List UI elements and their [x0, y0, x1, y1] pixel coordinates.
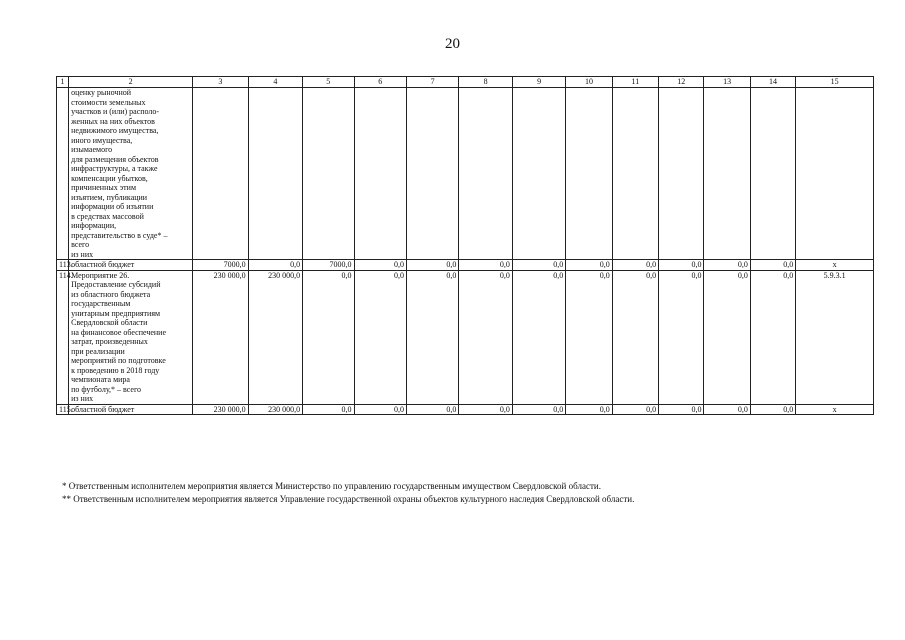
- table-row-budget: [57, 404, 874, 415]
- description-line: по футболу,* – всего: [71, 384, 142, 394]
- page-number: 20: [445, 36, 460, 52]
- description-line: при реализации: [71, 346, 125, 356]
- row-number: 115.: [57, 404, 69, 415]
- footnote-1: * Ответственным исполнителем мероприятия является Министерство по управлению государственным имуществом Свердловской области.: [62, 481, 601, 491]
- column-header-7: 7: [406, 77, 458, 88]
- value-cell-col-12: [659, 88, 704, 260]
- value-cell-col-11: 0,0: [612, 270, 658, 404]
- column-header-10: 10: [566, 77, 612, 88]
- column-header-6: 6: [354, 77, 406, 88]
- value-cell-col-7: 0,0: [406, 260, 458, 271]
- description-line: стоимости земельных: [71, 97, 146, 107]
- column-header-1: 1: [57, 77, 69, 88]
- column-header-5: 5: [303, 77, 354, 88]
- value-cell-col-5: 7000,0: [303, 260, 354, 271]
- value-cell-col-11: 0,0: [612, 404, 658, 415]
- description-line: к проведению в 2018 году: [71, 365, 160, 375]
- value-cell-col-6: 0,0: [354, 270, 406, 404]
- description-line: чемпионата мира: [71, 375, 130, 384]
- value-cell-col-12: 0,0: [659, 270, 704, 404]
- value-cell-col-8: 0,0: [459, 270, 512, 404]
- value-cell-col-12: 0,0: [659, 260, 704, 271]
- table-row: [57, 270, 874, 404]
- description-line: для размещения объектов: [71, 154, 159, 164]
- value-cell-col-4: [248, 88, 302, 260]
- description-line: изымаемого: [71, 145, 113, 154]
- description-line: участков и (или) располо-: [71, 107, 160, 116]
- value-cell-col-3: 230 000,0: [193, 270, 248, 404]
- description-line: иного имущества,: [71, 135, 133, 145]
- description-line: информации,: [71, 221, 117, 230]
- description-line: представительство в суде* –: [71, 230, 168, 240]
- description-line: информации об изъятии: [71, 202, 154, 211]
- value-cell-col-4: 0,0: [248, 260, 302, 271]
- table-body: [57, 88, 874, 415]
- value-cell-col-7: 0,0: [406, 270, 458, 404]
- value-cell-col-13: 0,0: [704, 270, 750, 404]
- column-header-3: 3: [193, 77, 248, 88]
- value-cell-col-6: 0,0: [354, 260, 406, 271]
- value-cell-col-14: 0,0: [750, 404, 795, 415]
- column-header-11: 11: [612, 77, 658, 88]
- description-line: Свердловской области: [71, 318, 148, 327]
- value-cell-col-7: 0,0: [406, 404, 458, 415]
- value-cell-col-11: [612, 88, 658, 260]
- row-number: 113.: [57, 260, 69, 271]
- description-line: всего: [71, 240, 90, 249]
- value-cell-col-6: [354, 88, 406, 260]
- column-header-14: 14: [750, 77, 795, 88]
- description-line: инфраструктуры, а также: [71, 164, 158, 173]
- description-line: изъятием, публикации: [71, 192, 148, 202]
- description-line: унитарным предприятиям: [71, 308, 161, 318]
- description-line: компенсации убытков,: [71, 173, 148, 183]
- measure-description: [69, 88, 193, 260]
- value-cell-col-13: [704, 88, 750, 260]
- description-line: из них: [71, 394, 94, 403]
- header-row: [57, 77, 874, 88]
- description-line: недвижимого имущества,: [71, 126, 159, 135]
- measure-description: [69, 270, 193, 404]
- budget-label: областной бюджет: [69, 404, 193, 415]
- footnotes: [62, 480, 634, 506]
- description-line: мероприятий по подготовке: [71, 356, 166, 365]
- column-header-4: 4: [248, 77, 302, 88]
- column-header-15: 15: [796, 77, 874, 88]
- value-cell-col-14: 0,0: [750, 260, 795, 271]
- value-cell-col-12: 0,0: [659, 404, 704, 415]
- value-cell-col-4: 230 000,0: [248, 404, 302, 415]
- value-cell-col-13: 0,0: [704, 404, 750, 415]
- value-cell-col-10: 0,0: [566, 260, 612, 271]
- description-line: на финансовое обеспечение: [71, 327, 167, 337]
- value-cell-col-3: 230 000,0: [193, 404, 248, 415]
- description-line: в средствах массовой: [71, 211, 144, 221]
- value-cell-col-8: [459, 88, 512, 260]
- value-cell-col-8: 0,0: [459, 404, 512, 415]
- value-cell-col-5: [303, 88, 354, 260]
- row-number: 114.: [57, 270, 69, 404]
- value-cell-col-9: [512, 88, 565, 260]
- row-number: [57, 88, 69, 260]
- value-cell-col-14: [750, 88, 795, 260]
- value-cell-col-4: 230 000,0: [248, 270, 302, 404]
- column-header-9: 9: [512, 77, 565, 88]
- value-cell-col-15: х: [796, 404, 874, 415]
- value-cell-col-3: 7000,0: [193, 260, 248, 271]
- description-line: Мероприятие 26.: [71, 270, 130, 280]
- value-cell-col-15: х: [796, 260, 874, 271]
- value-cell-col-15: 5.9.3.1: [796, 270, 874, 404]
- description-line: Предоставление субсидий: [71, 280, 161, 289]
- value-cell-col-9: 0,0: [512, 260, 565, 271]
- value-cell-col-13: 0,0: [704, 260, 750, 271]
- value-cell-col-5: 0,0: [303, 404, 354, 415]
- value-cell-col-10: [566, 88, 612, 260]
- description-line: из них: [71, 249, 94, 259]
- column-header-2: 2: [69, 77, 193, 88]
- value-cell-col-11: 0,0: [612, 260, 658, 271]
- value-cell-col-10: 0,0: [566, 404, 612, 415]
- value-cell-col-9: 0,0: [512, 404, 565, 415]
- description-line: оценку рыночной: [71, 88, 132, 97]
- value-cell-col-7: [406, 88, 458, 260]
- column-header-13: 13: [704, 77, 750, 88]
- column-header-12: 12: [659, 77, 704, 88]
- value-cell-col-8: 0,0: [459, 260, 512, 271]
- table-row-budget: [57, 260, 874, 271]
- value-cell-col-9: 0,0: [512, 270, 565, 404]
- value-cell-col-3: [193, 88, 248, 260]
- column-header-8: 8: [459, 77, 512, 88]
- financing-table: [56, 76, 874, 415]
- description-line: государственным: [71, 299, 131, 308]
- description-line: причиненных этим: [71, 183, 137, 192]
- description-line: женных на них объектов: [71, 116, 155, 126]
- description-line: из областного бюджета: [71, 289, 151, 299]
- table-row: [57, 88, 874, 260]
- value-cell-col-6: 0,0: [354, 404, 406, 415]
- value-cell-col-15: [796, 88, 874, 260]
- footnote-2: ** Ответственным исполнителем мероприятия является Управление государственной охраны объектов культурного наследия Свердловской области.: [62, 494, 635, 504]
- value-cell-col-10: 0,0: [566, 270, 612, 404]
- value-cell-col-5: 0,0: [303, 270, 354, 404]
- budget-label: областной бюджет: [69, 260, 193, 271]
- value-cell-col-14: 0,0: [750, 270, 795, 404]
- description-line: затрат, произведенных: [71, 337, 148, 346]
